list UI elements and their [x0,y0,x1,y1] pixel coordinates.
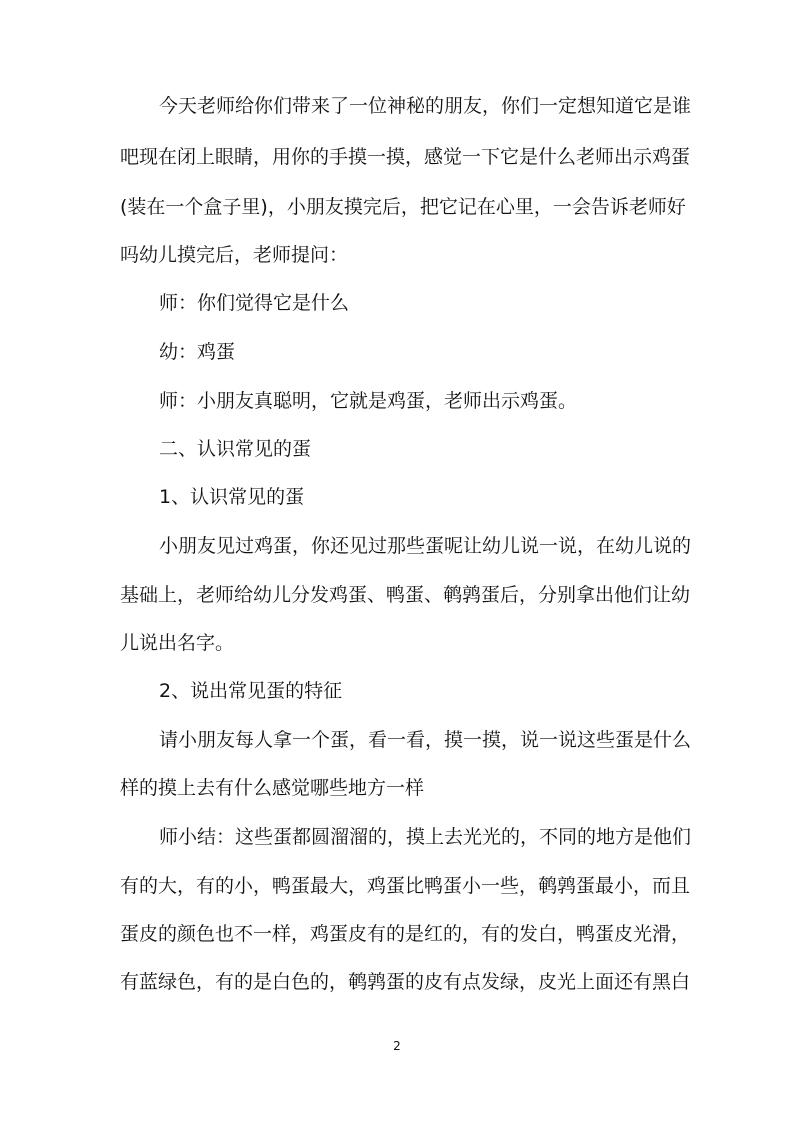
text-line: 样的摸上去有什么感觉哪些地方一样 [120,777,425,799]
text-line: 请小朋友每人拿一个蛋，看一看，摸一摸，说一说这些蛋是什么 [159,729,692,751]
text-line: 儿说出名字。 [120,632,235,654]
text-line: 吗幼儿摸完后，老师提问： [120,244,349,266]
text-line: 基础上，老师给幼儿分发鸡蛋、鸭蛋、鹌鹑蛋后，分别拿出他们让幼 [120,584,691,606]
text-line: 有的大，有的小，鸭蛋最大，鸡蛋比鸭蛋小一些，鹌鹑蛋最小，而且 [120,875,691,897]
section-heading: 二、认识常见的蛋 [159,438,312,460]
text-line: 师：你们觉得它是什么 [159,292,350,314]
page-number: 2 [393,1039,401,1053]
text-line: 小朋友见过鸡蛋，你还见过那些蛋呢让幼儿说一说，在幼儿说的 [159,535,692,557]
text-line: 今天老师给你们带来了一位神秘的朋友，你们一定想知道它是谁 [159,95,692,117]
text-line: 有蓝绿色，有的是白色的，鹌鹑蛋的皮有点发绿，皮光上面还有黑白 [120,971,691,993]
text-line: 幼：鸡蛋 [159,341,236,363]
subsection-heading: 2、说出常见蛋的特征 [159,680,343,702]
text-line: 师：小朋友真聪明，它就是鸡蛋，老师出示鸡蛋。 [159,390,578,412]
text-line: (装在一个盒子里)，小朋友摸完后，把它记在心里，一会告诉老师好 [120,196,686,218]
text-line: 师小结：这些蛋都圆溜溜的，摸上去光光的，不同的地方是他们 [159,826,692,848]
subsection-heading: 1、认识常见的蛋 [159,486,305,508]
text-line: 蛋皮的颜色也不一样，鸡蛋皮有的是红的，有的发白，鸭蛋皮光滑， [120,923,691,945]
text-line: 吧现在闭上眼睛，用你的手摸一摸，感觉一下它是什么老师出示鸡蛋 [120,146,691,168]
